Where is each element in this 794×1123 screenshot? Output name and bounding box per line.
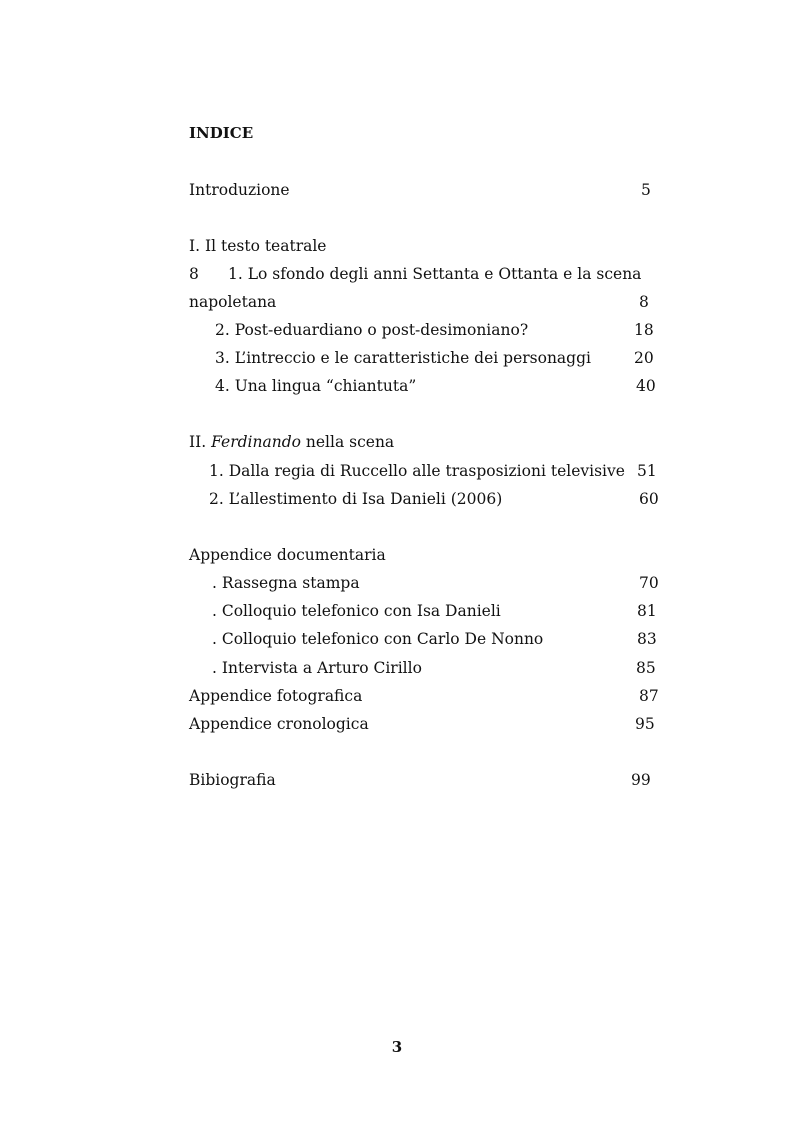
page-number: 3 [391, 1038, 403, 1056]
toc-entry-appendice-documentaria: Appendice documentaria [189, 546, 386, 564]
toc-page-regia: 51 [637, 462, 657, 480]
toc-page-introduzione: 5 [641, 181, 651, 199]
toc-entry-sfondo-continued: napoletana [189, 293, 277, 311]
toc-entry-rassegna: . Rassegna stampa [212, 574, 360, 592]
toc-entry-bibliografia: Bibiografia [189, 771, 276, 789]
toc-entry-regia: 1. Dalla regia di Ruccello alle trasposizioni televisive [209, 462, 625, 480]
toc-entry-introduzione: Introduzione [189, 181, 290, 199]
toc-page-bibliografia: 99 [631, 771, 651, 789]
toc-entry-appendice-cronologica: Appendice cronologica [189, 715, 369, 733]
toc-part-2-prefix: II. [189, 433, 207, 451]
toc-entry-intervista-cirillo: . Intervista a Arturo Cirillo [212, 659, 422, 677]
toc-page-appendice-fotografica: 87 [639, 687, 659, 705]
toc-entry-sfondo: 1. Lo sfondo degli anni Settanta e Ottanta e la scena [228, 265, 642, 283]
toc-page-colloquio-denonno: 83 [637, 630, 657, 648]
toc-entry-post-eduardiano: 2. Post-eduardiano o post-desimoniano? [215, 321, 529, 339]
toc-entry-lingua: 4. Una lingua “chiantuta” [215, 377, 417, 395]
toc-page-allestimento: 60 [639, 490, 659, 508]
toc-entry-appendice-fotografica: Appendice fotografica [189, 687, 363, 705]
toc-page-lingua: 40 [636, 377, 656, 395]
toc-entry-colloquio-danieli: . Colloquio telefonico con Isa Danieli [212, 602, 501, 620]
toc-page-lead-8: 8 [189, 265, 199, 283]
toc-part-2-suffix: nella scena [305, 433, 395, 451]
toc-entry-allestimento: 2. L’allestimento di Isa Danieli (2006) [209, 490, 503, 508]
toc-page-colloquio-danieli: 81 [637, 602, 657, 620]
toc-entry-colloquio-denonno: . Colloquio telefonico con Carlo De Nonno [212, 630, 544, 648]
toc-part-2-title-italic: Ferdinando [211, 433, 301, 451]
toc-part-1: I. Il testo teatrale [189, 237, 327, 255]
toc-part-2 [189, 432, 394, 452]
toc-page-sfondo: 8 [639, 293, 649, 311]
toc-page-appendice-cronologica: 95 [635, 715, 655, 733]
toc-page-intreccio: 20 [634, 349, 654, 367]
index-title: INDICE [189, 124, 254, 142]
toc-entry-intreccio: 3. L’intreccio e le caratteristiche dei personaggi [215, 349, 591, 367]
toc-page-intervista-cirillo: 85 [636, 659, 656, 677]
toc-page-rassegna: 70 [639, 574, 659, 592]
toc-page-post-eduardiano: 18 [634, 321, 654, 339]
